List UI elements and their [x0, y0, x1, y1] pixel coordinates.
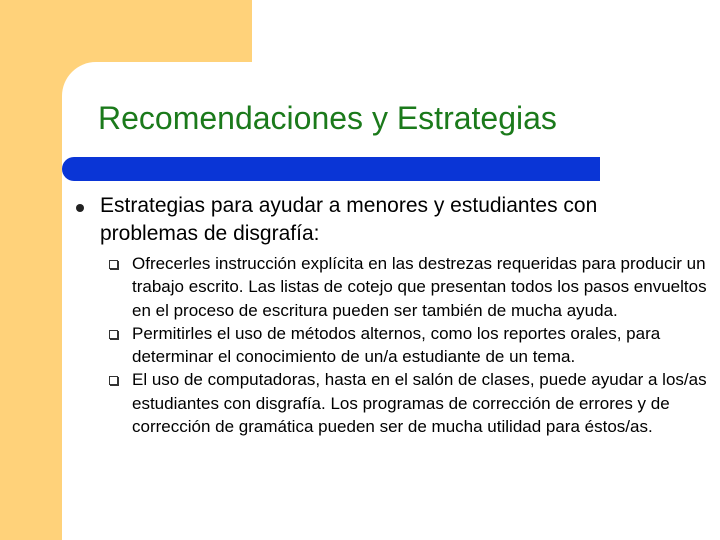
hollow-square-icon — [109, 330, 118, 339]
hollow-square-icon — [109, 260, 118, 269]
filled-circle-icon — [76, 204, 84, 212]
sub-bullet-text: Permitirles el uso de métodos alternos, como los reportes orales, para determinar el conocimiento de un/a estudiante de un tema. — [132, 323, 661, 367]
hollow-square-icon — [109, 376, 118, 385]
slide-title: Recomendaciones y Estrategias — [98, 100, 557, 136]
sub-bullet-text: Ofrecerles instrucción explícita en las destrezas requeridas para producir un trabajo escrito. Las listas de cotejo que presentan todos los pasos envueltos en el proceso de escritura pueden ser también de mucha ayuda. — [132, 254, 707, 320]
sub-bullet-item — [108, 322, 716, 369]
sub-bullet-list — [108, 252, 716, 438]
sub-bullet-item — [108, 368, 716, 438]
sub-bullet-text: El uso de computadoras, hasta en el salón de clases, puede ayudar a los/as estudiantes con disgrafía. Los programas de corrección de errores y de corrección de gramática pueden ser de mucha utilidad para éstos/as. — [132, 370, 707, 437]
sub-bullet-item — [108, 252, 716, 322]
bullet-text: Estrategias para ayudar a menores y estudiantes con problemas de disgrafía: — [100, 194, 598, 245]
accent-strip-left — [0, 0, 62, 540]
title-underline-bar — [62, 157, 600, 181]
